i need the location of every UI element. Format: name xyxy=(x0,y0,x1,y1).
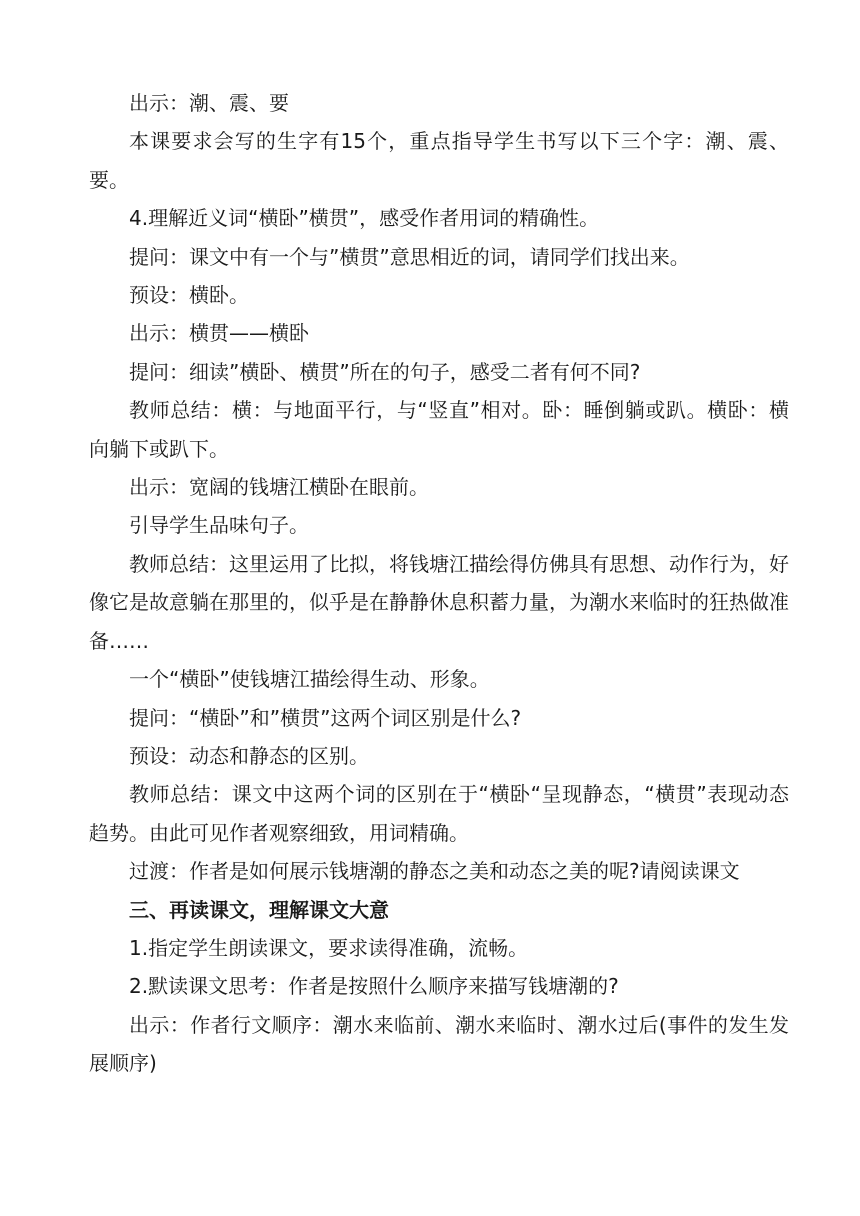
paragraph-transition: 过渡：作者是如何展示钱塘潮的静态之美和动态之美的呢?请阅读课文 xyxy=(129,859,740,884)
paragraph-step-2-silent-read: 2.默读课文思考：作者是按照什么顺序来描写钱塘潮的? xyxy=(129,974,619,999)
document-body xyxy=(89,84,789,1083)
paragraph-question-distinction: 提问：“横卧”和”横贯”这两个词区别是什么? xyxy=(129,705,522,730)
paragraph-teacher-summary-definition: 教师总结：横：与地面平行，与“竖直”相对。卧：睡倒躺或趴。横卧：横向躺下或趴下。 xyxy=(89,398,789,461)
section-heading-reread: 三、再读课文，理解课文大意 xyxy=(129,897,389,922)
paragraph-show-writing-order: 出示：作者行文顺序：潮水来临前、潮水来临时、潮水过后(事件的发生发展顺序) xyxy=(89,1012,789,1076)
paragraph-guide-students: 引导学生品味句子。 xyxy=(129,513,309,538)
paragraph-question-difference: 提问：细读”横卧、横贯”所在的句子，感受二者有何不同? xyxy=(129,359,641,384)
paragraph-show-word-pair: 出示：横贯——横卧 xyxy=(129,321,309,346)
paragraph-writing-requirement: 本课要求会写的生字有15个，重点指导学生书写以下三个字：潮、震、要。 xyxy=(89,129,789,192)
paragraph-teacher-summary-distinction: 教师总结：课文中这两个词的区别在于“横卧“呈现静态，“横贯”表现动态趋势。由此可见作者观察细致，用词精确。 xyxy=(89,782,789,845)
paragraph-step-4: 4.理解近义词“横卧”横贯”，感受作者用词的精确性。 xyxy=(129,206,600,231)
paragraph-show-sentence: 出示：宽阔的钱塘江横卧在眼前。 xyxy=(129,475,429,500)
paragraph-preset-answer: 预设：横卧。 xyxy=(129,283,249,308)
paragraph-show-characters: 出示：潮、震、要 xyxy=(129,91,289,115)
paragraph-step-1-read-aloud: 1.指定学生朗读课文，要求读得准确，流畅。 xyxy=(129,935,529,960)
paragraph-word-effect: 一个“横卧”使钱塘江描绘得生动、形象。 xyxy=(129,667,490,692)
paragraph-teacher-summary-personification: 教师总结：这里运用了比拟，将钱塘江描绘得仿佛具有思想、动作行为，好像它是故意躺在那里的，似乎是在静静休息积蓄力量，为潮水来临时的狂热做准备…… xyxy=(89,551,789,653)
paragraph-preset-static-dynamic: 预设：动态和静态的区别。 xyxy=(129,743,369,768)
paragraph-question-synonym: 提问：课文中有一个与”横贯”意思相近的词，请同学们找出来。 xyxy=(129,244,690,269)
